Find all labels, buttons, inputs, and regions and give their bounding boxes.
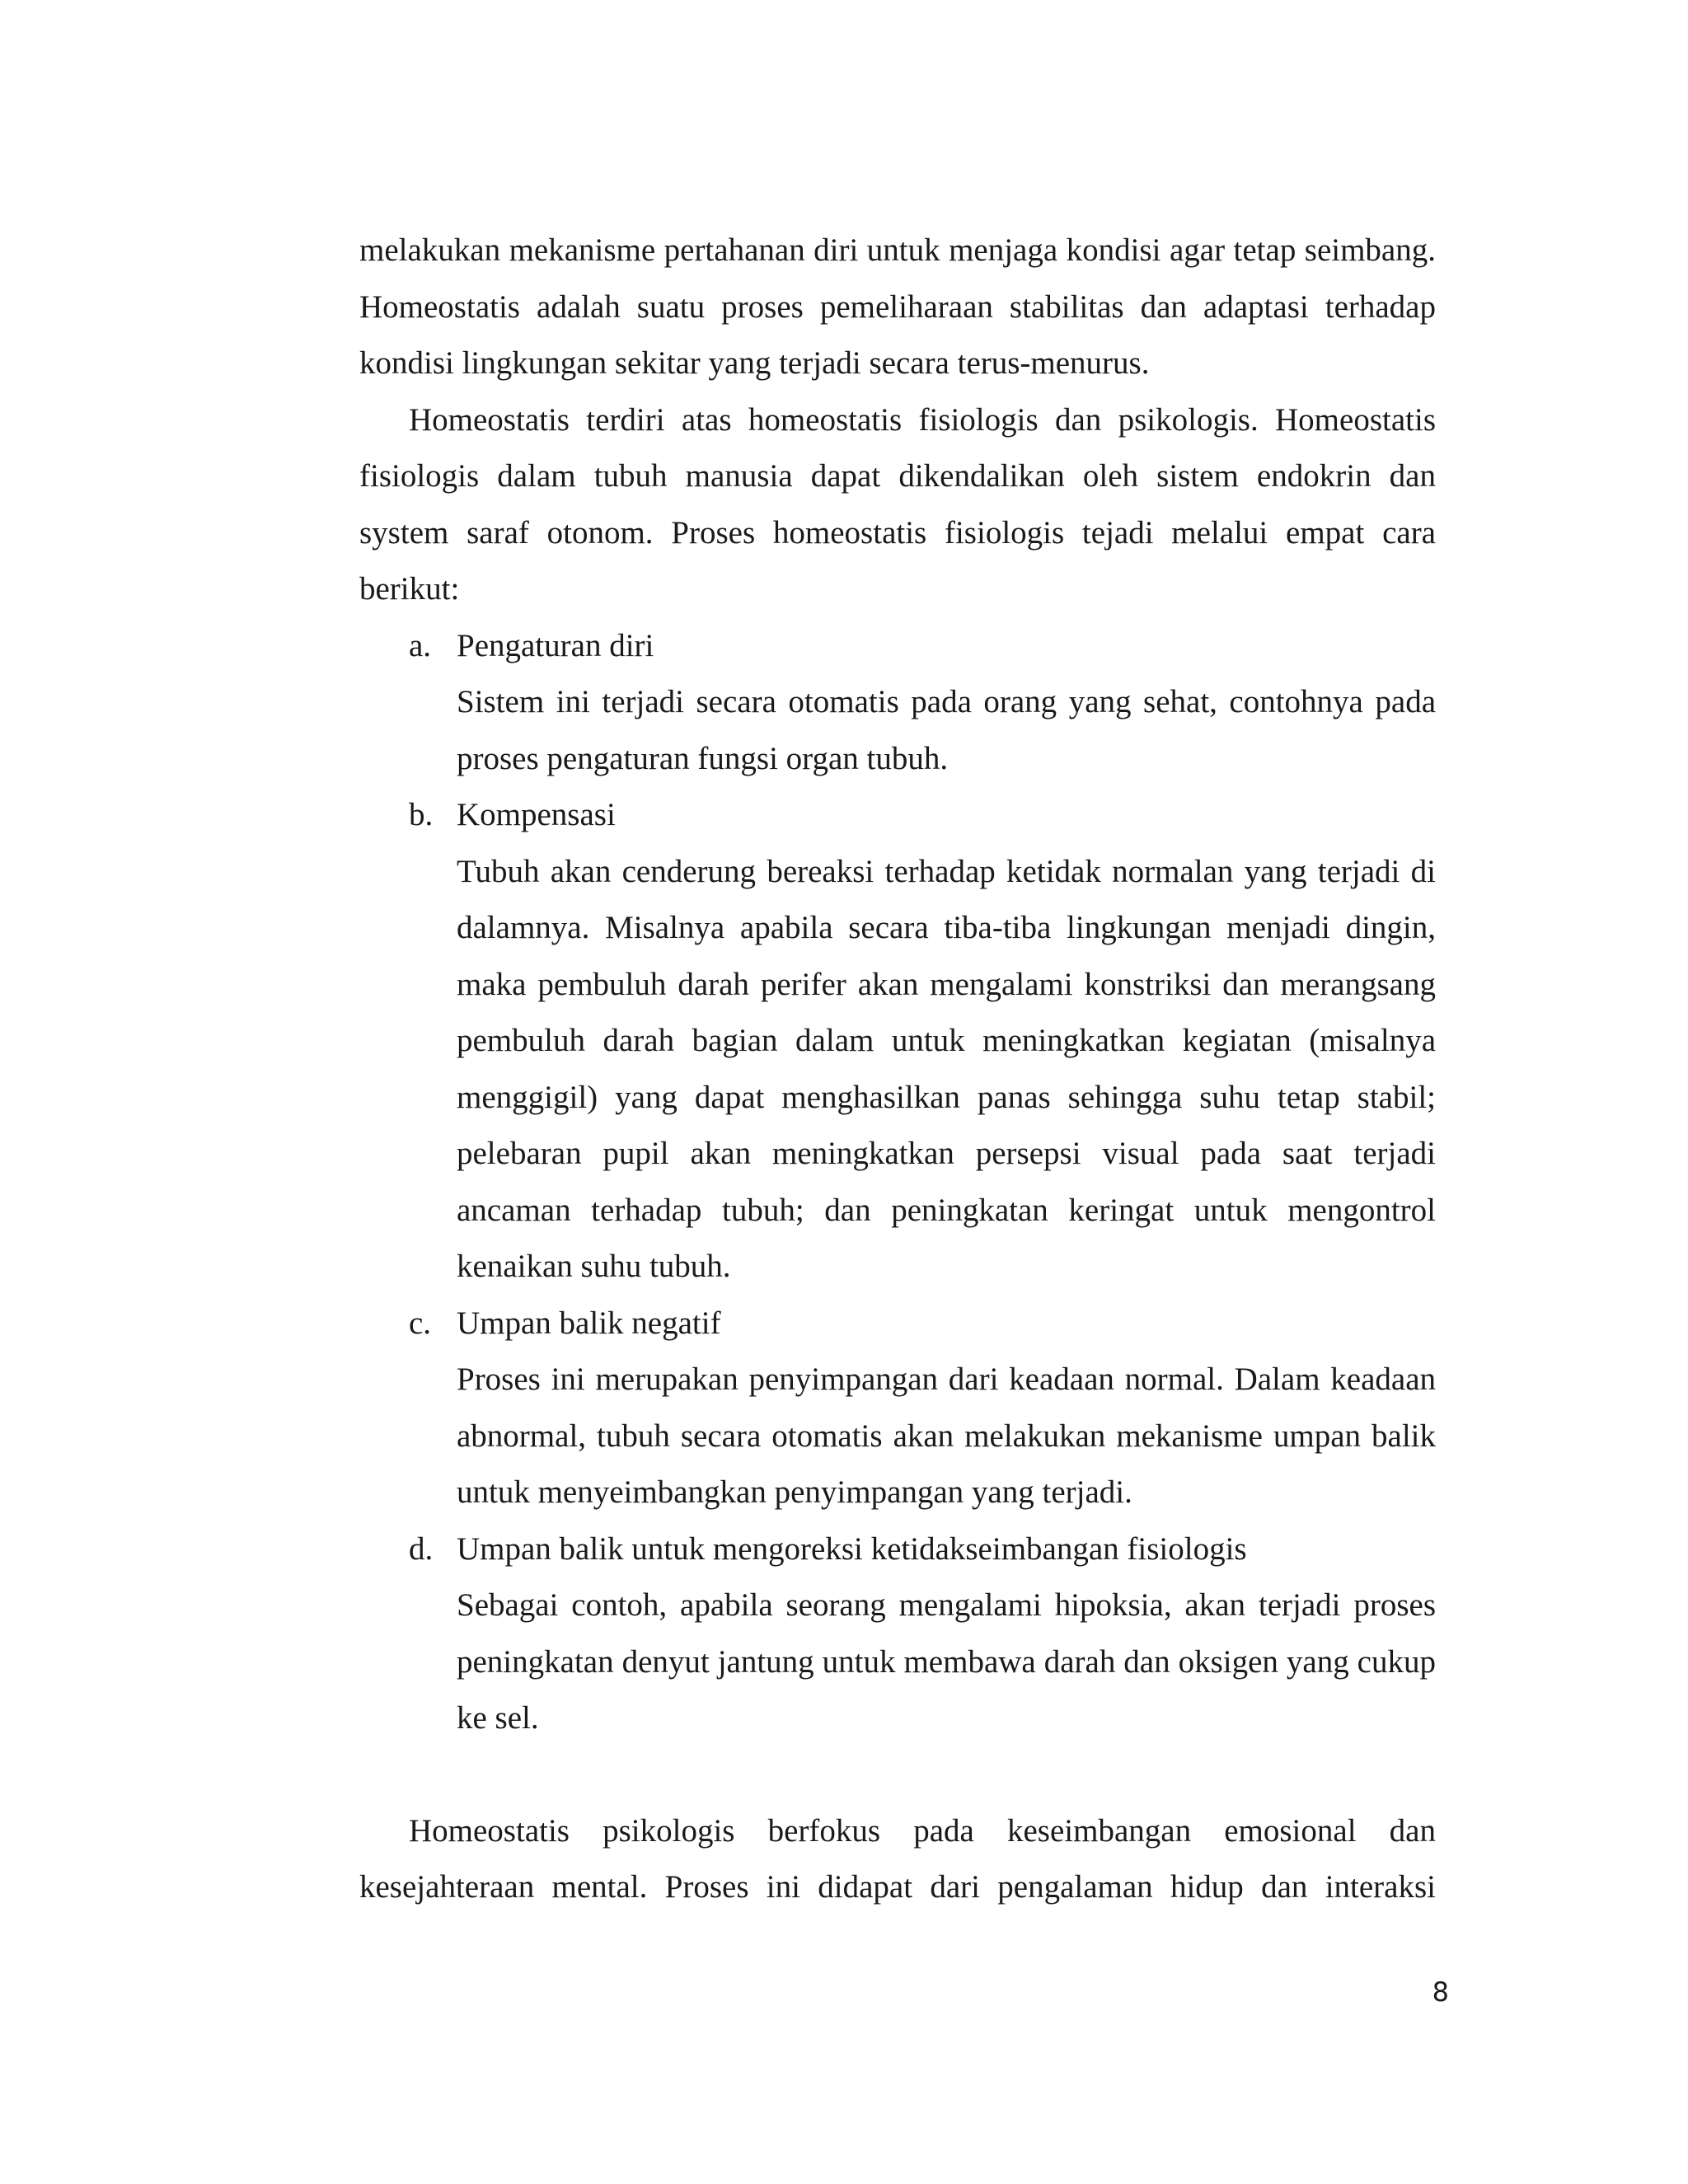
list-item-a [359,618,1436,788]
paragraph-continuation: melakukan mekanisme pertahanan diri untuk menjaga kondisi agar tetap seimbang. Homeostatis adalah suatu proses pemeliharaan stabilitas dan adaptasi terhadap kondisi lingkungan sekitar yang terjadi secara terus-menurus. [359,232,1436,381]
list-item-d [359,1521,1436,1747]
list-marker: b. [409,797,434,832]
list-item-c [359,1296,1436,1521]
list-item-title: Umpan balik untuk mengoreksi ketidakseimbangan fisiologis [457,1530,1247,1567]
list-item-body: Tubuh akan cenderung bereaksi terhadap ketidak normalan yang terjadi di dalamnya. Misalnya apabila secara tiba-tiba lingkungan menjadi dingin, maka pembuluh darah perifer akan mengalami konstriksi dan merangsang pembuluh darah bagian dalam untuk meningkatkan kegiatan (misalnya menggigil) yang dapat menghasilkan panas sehingga suhu tetap stabil; pelebaran pupil akan meningkatkan persepsi visual pada saat terjadi ancaman terhadap tubuh; dan peningkatan keringat untuk mengontrol kenaikan suhu tubuh. [457,853,1436,1284]
list-item-b [359,787,1436,1296]
paragraph-homeostatis-types: Homeostatis terdiri atas homeostatis fisiologis dan psikologis. Homeostatis fisiologis dalam tubuh manusia dapat dikendalikan oleh sistem endokrin dan system saraf otonom. Proses homeostatis fisiologis tejadi melalui empat cara berikut: [359,401,1436,607]
paragraph-psychological-homeostasis: Homeostatis psikologis berfokus pada keseimbangan emosional dan kesejahteraan mental. Proses ini didapat dari pengalaman hidup dan interaksi [359,1812,1436,1905]
list-item-body: Sistem ini terjadi secara otomatis pada orang yang sehat, contohnya pada proses pengaturan fungsi organ tubuh. [457,684,1436,776]
list-item-title: Umpan balik negatif [457,1305,721,1341]
list-item-title: Pengaturan diri [457,627,654,663]
list-item-title: Kompensasi [457,797,616,832]
list-marker: c. [409,1305,432,1341]
page-number: 8 [1432,1976,1449,2008]
list-marker: a. [409,627,432,663]
homeostasis-process-list [359,618,1436,1747]
paragraph-spacer [359,1747,1436,1803]
list-item-body: Proses ini merupakan penyimpangan dari keadaan normal. Dalam keadaan abnormal, tubuh secara otomatis akan melakukan mekanisme umpan balik untuk menyeimbangkan penyimpangan yang terjadi. [457,1361,1436,1510]
list-marker: d. [409,1530,434,1567]
page-content [359,223,1436,1916]
list-item-body: Sebagai contoh, apabila seorang mengalami hipoksia, akan terjadi proses peningkatan denyut jantung untuk membawa darah dan oksigen yang cukup ke sel. [457,1587,1436,1736]
